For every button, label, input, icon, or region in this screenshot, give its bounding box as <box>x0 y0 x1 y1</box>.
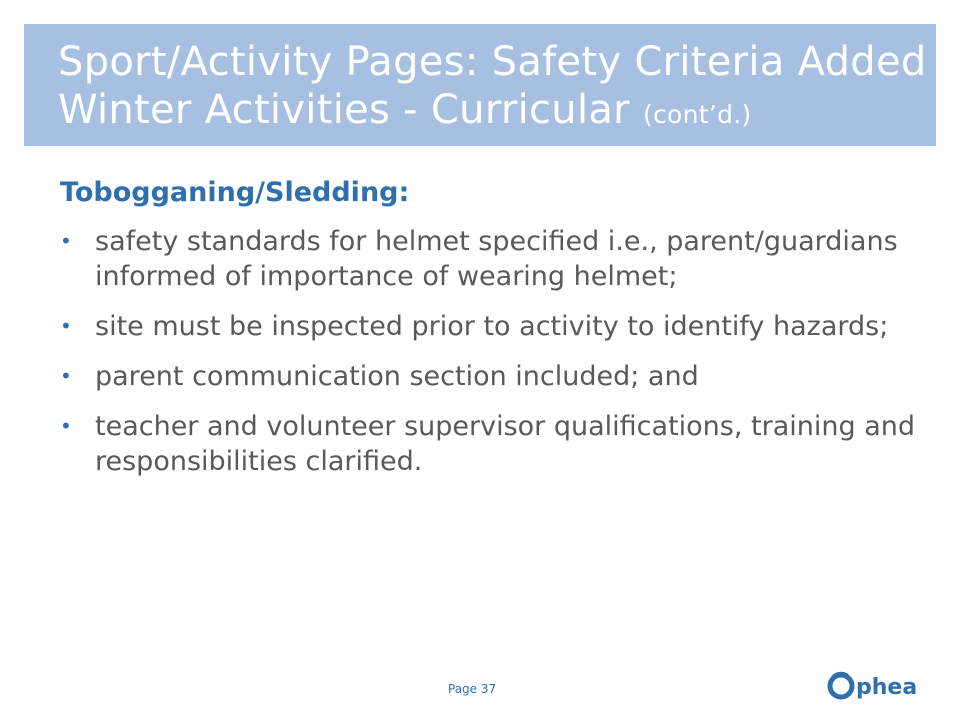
bullet-dot-icon: • <box>60 314 72 338</box>
slide-content <box>60 176 920 494</box>
bullet-text: safety standards for helmet specified i.e., parent/guardians informed of importance of wearing helmet; <box>95 226 898 292</box>
title-suffix: (cont’d.) <box>642 100 752 129</box>
bullet-item <box>60 409 920 479</box>
ophea-logo-icon <box>826 668 938 704</box>
bullet-dot-icon: • <box>60 414 72 438</box>
ophea-logo <box>826 668 938 704</box>
section-subheading: Tobogganing/Sledding: <box>60 177 410 208</box>
bullet-text: teacher and volunteer supervisor qualifications, training and responsibilities clarified. <box>95 411 915 477</box>
bullet-list <box>60 224 920 479</box>
bullet-dot-icon: • <box>60 229 72 253</box>
bullet-dot-icon: • <box>60 364 72 388</box>
bullet-text: site must be inspected prior to activity to identify hazards; <box>95 311 889 342</box>
bullet-text: parent communication section included; and <box>95 361 699 392</box>
title-line-1: Sport/Activity Pages: Safety Criteria Added <box>58 39 927 85</box>
logo-text: phea <box>856 675 918 700</box>
title-bar <box>24 24 936 146</box>
bullet-item <box>60 359 920 394</box>
title-line-2-main: Winter Activities - Curricular <box>58 87 643 133</box>
bullet-item <box>60 224 920 294</box>
bullet-item <box>60 309 920 344</box>
title-line-2 <box>58 86 936 139</box>
page-number: Page 37 <box>448 682 497 696</box>
